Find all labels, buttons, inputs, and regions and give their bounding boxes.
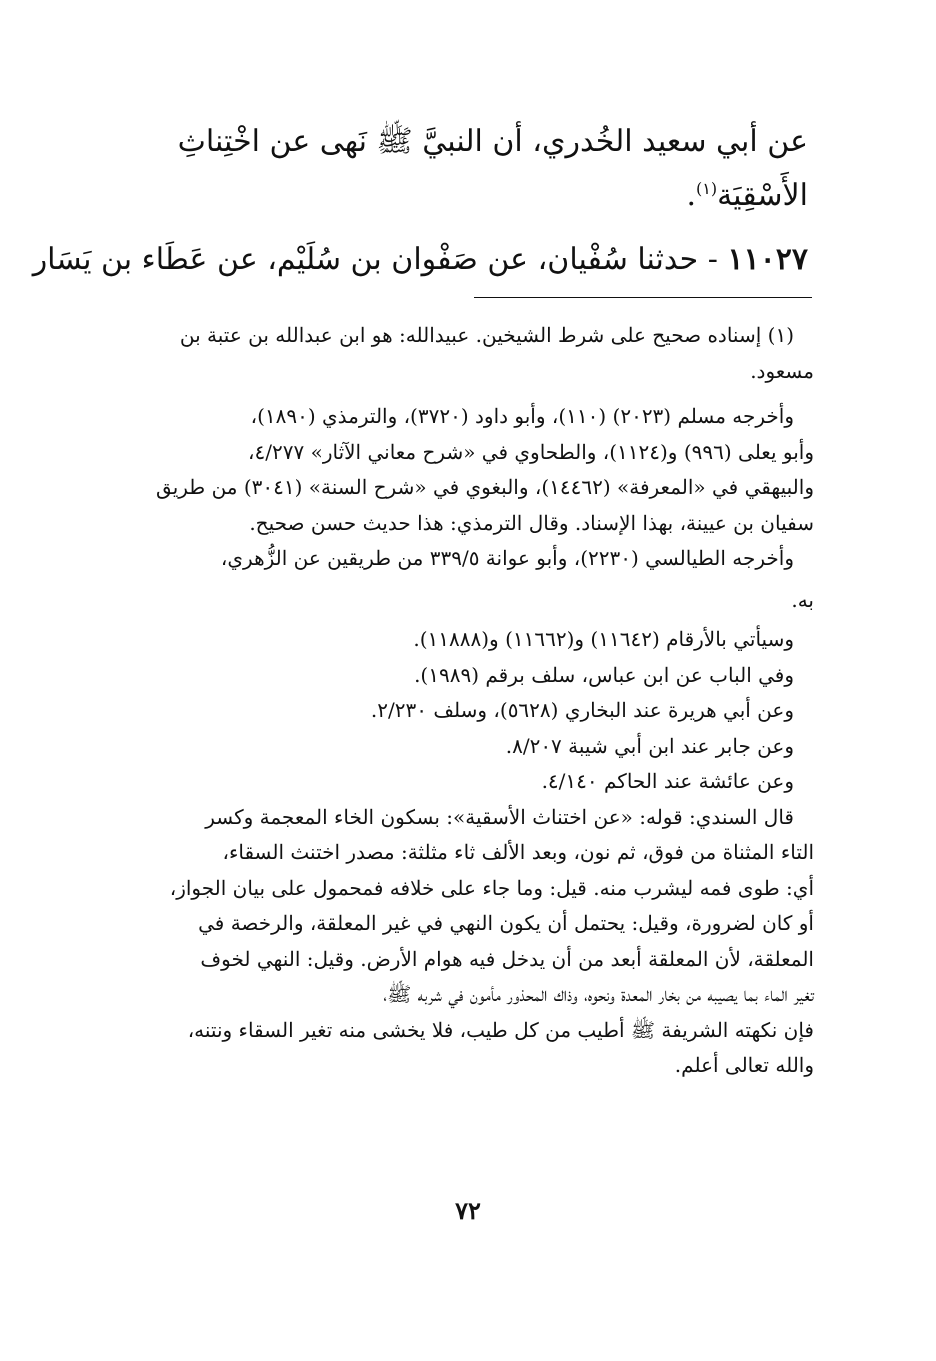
footnote-line: التاء المثناة من فوق، ثم نون، وبعد الألف ثاء مثلثة: مصدر اختنث السقاء، [222,840,814,864]
footnote-line: أو كان لضرورة، وقيل: يحتمل أن يكون النهي في غير المعلقة، والرخصة في [198,911,814,935]
footnote-line: المعلقة، لأن المعلقة أبعد من أن يدخل فيه هوام الأرض. وقيل: النهي لخوف [200,946,814,971]
footnote-line: وأخرجه الطيالسي (٢٢٣٠)، وأبو عوانة ٣٣٩/٥ من طريقين عن الزُّهري، [220,546,794,570]
hadith-next-text: - حدثنا سُفْيان، عن صَفْوان بن سُلَيْم، عن عَطَاء بن يَسَار [32,242,718,277]
footnote-divider [474,297,812,298]
hadith-next-line [32,230,808,290]
page-number: ٧٢ [455,1196,481,1225]
main-line-2 [118,166,808,226]
footnote-line: وفي الباب عن ابن عباس، سلف برقم (١٩٨٩). [414,662,794,687]
footnote-line: والبيهقي في «المعرفة» (١٤٤٦٢)، والبغوي في «شرح السنة» (٣٠٤١) من طريق [156,475,814,499]
footnote-ref: (١) [696,179,718,198]
footnote-line: وسيأتي بالأرقام (١١٦٤٢) و(١١٦٦٢) و(١١٨٨٨). [413,627,794,651]
footnote-line: وأخرجه مسلم (٢٠٢٣) (١١٠)، وأبو داود (٣٧٢٠)، والترمذي (١٨٩٠)، [250,404,794,428]
footnote-line: سفيان بن عيينة، بهذا الإسناد. وقال الترمذي: هذا حديث حسن صحيح. [249,510,814,535]
footnote-line: وعن جابر عند ابن أبي شيبة ٨/٢٠٧. [505,733,794,758]
footnote-line: به. [791,587,814,612]
footnote-line: قال السندي: قوله: «عن اختناث الأسقية»: بسكون الخاء المعجمة وكسر [205,804,794,829]
hadith-next-block [32,230,808,290]
footnote-line: تغير الماء بما يصيبه من بخار المعدة ونحوه، وذاك المحذور مأمون في شربه ﷺ، [383,982,814,1006]
footnote-line: أي: طوى فمه ليشرب منه. قيل: وما جاء على خلافه فمحمول على بيان الجواز، [169,875,814,900]
main-line-1: عن أبي سعيد الخُدري، أن النبيَّ ﷺ نَهى عن اخْتِناثِ [177,124,808,159]
footnote-line: فإن نكهته الشريفة ﷺ أطيب من كل طيب، فلا يخشى منه تغير السقاء ونتنه، [187,1017,814,1042]
main-line-2-text: الأَسْقِيَة [717,178,808,213]
footnote-line: مسعود. [750,358,814,383]
main-line-2-end: . [686,178,696,213]
footnote-line: وعن عائشة عند الحاكم ٤/١٤٠. [541,769,794,793]
footnote-line: وأبو يعلى (٩٩٦) و(١١٢٤)، والطحاوي في «شرح معاني الآثار» ٤/٢٧٧، [248,439,814,464]
footnote-line: وعن أبي هريرة عند البخاري (٥٦٢٨)، وسلف ٢/٢٣٠. [370,698,794,722]
main-text-block [118,112,808,226]
footnotes-block [120,318,814,1084]
footnote-line: (١) إسناده صحيح على شرط الشيخين. عبيدالله: هو ابن عبدالله بن عتبة بن [179,323,794,347]
hadith-number: ١١٠٢٧ [727,242,808,277]
footnote-line: والله تعالى أعلم. [674,1053,814,1077]
